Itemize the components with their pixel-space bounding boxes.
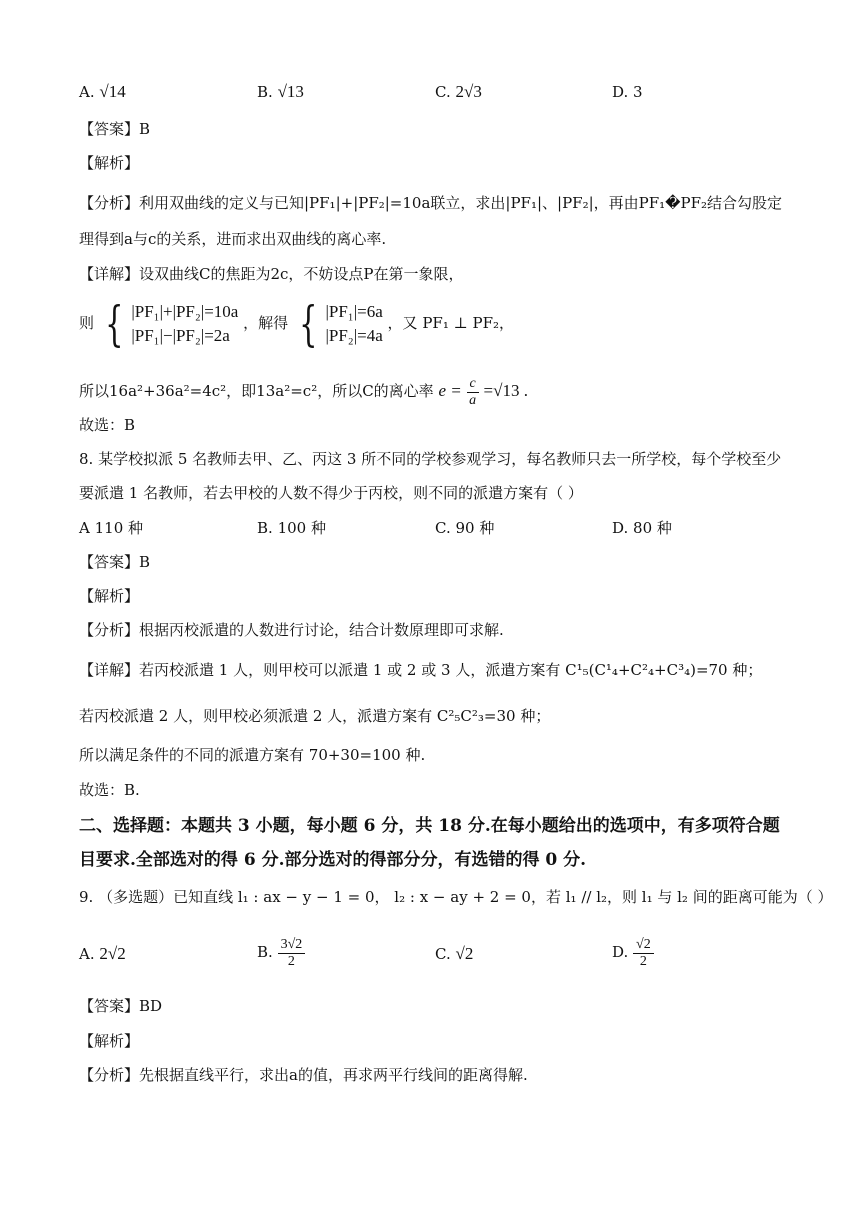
eq-text: 所以16a²+36a²=4c²，即13a²=c²，所以C的离心率 <box>79 382 434 400</box>
system-row-2: |PF₁|−|PF₂|=2a <box>131 326 230 345</box>
q8-analysis: 【分析】根据丙校派遣的人数进行讨论，结合计数原理即可求解. <box>79 621 504 639</box>
q9-stem: 9. （多选题）已知直线 l₁ : ax − y − 1 = 0， l₂ : x − ay + 2 = 0，若 l₁ // l₂，则 l₁ 与 l₂ 间的距离可能为（ ） <box>79 888 833 906</box>
q9-option-c: C. √2 <box>435 944 474 963</box>
ecc-den: a <box>469 392 477 408</box>
q9-option-d: D. $\frac{√2}{2}$ <box>612 932 654 972</box>
solution-row-1: |PF₁|=6a <box>325 302 383 321</box>
perp-text: ，又 PF₁ ⊥ PF₂， <box>387 314 514 332</box>
q8-stem-line-2: 要派遣 1 名教师，若去甲校的人数不得少于丙校，则不同的派遣方案有（ ） <box>79 484 583 502</box>
q7-analysis-p1: 【分析】利用双曲线的定义与已知|PF₁|+|PF₂|=10a联立，求出|PF₁|、|PF₂|，再由PF₁�PF₂结合勾股定 <box>79 194 783 212</box>
system-row-1: |PF₁|+|PF₂|=10a <box>131 302 239 321</box>
section-2-heading-line-2: 目要求.全部选对的得 6 分.部分选对的得部分分，有选错的得 0 分. <box>79 850 587 870</box>
q8-option-a: A 110 种 <box>79 519 144 537</box>
q8-answer: 【答案】B <box>79 553 151 571</box>
q7-option-b: B. √13 <box>257 82 304 101</box>
section-2-heading-line-1: 二、选择题：本题共 3 小题，每小题 6 分，共 18 分.在每小题给出的选项中，有多项符合题 <box>79 816 780 836</box>
q9-option-a: A. 2√2 <box>79 944 126 963</box>
solution-system <box>293 296 383 352</box>
q7-option-d: D. 3 <box>612 83 643 101</box>
solution-row-2: |PF₂|=4a <box>325 326 383 345</box>
brace-icon: { <box>299 296 318 352</box>
q8-detail-line-3: 所以满足条件的不同的派遣方案有 70+30=100 种. <box>79 746 426 764</box>
q9-option-d-fraction: $\frac{√2}{2}$ <box>633 937 654 970</box>
q7-system-line <box>79 296 514 350</box>
q9-option-b: B. $\frac{3√2}{2}$ <box>257 932 305 972</box>
q9-answer: 【答案】BD <box>79 997 163 1015</box>
ecc-rhs: =√13 . <box>483 381 528 400</box>
q7-answer: 【答案】B <box>79 120 151 138</box>
ecc-lhs: e = <box>438 381 462 400</box>
q8-option-b: B. 100 种 <box>257 519 326 537</box>
q7-detail-p1: 【详解】设双曲线C的焦距为2c，不妨设点P在第一象限， <box>79 265 464 283</box>
q7-option-c: C. 2√3 <box>435 82 482 101</box>
q9-analysis: 【分析】先根据直线平行，求出a的值，再求两平行线间的距离得解. <box>79 1066 528 1084</box>
ecc-fraction <box>467 376 479 409</box>
q8-analysis-heading: 【解析】 <box>79 587 140 605</box>
q8-option-d: D. 80 种 <box>612 519 672 537</box>
brace-icon: { <box>104 296 124 352</box>
q8-detail-line-1: 【详解】若丙校派遣 1 人，则甲校可以派遣 1 或 2 或 3 人，派遣方案有 C¹₅(C¹₄+C²₄+C³₄)=70 种； <box>79 661 763 679</box>
q9-option-b-fraction: $\frac{3√2}{2}$ <box>278 937 306 970</box>
system-prefix: 则 <box>79 314 95 332</box>
q8-detail-line-2: 若丙校派遣 2 人，则甲校必须派遣 2 人，派遣方案有 C²₅C²₃=30 种； <box>79 707 551 725</box>
q7-choice: 故选：B <box>79 416 136 434</box>
q7-eq-line <box>79 374 528 409</box>
q8-stem-line-1: 8. 某学校拟派 5 名教师去甲、乙、丙这 3 所不同的学校参观学习，每名教师只去一所学校，每个学校至少 <box>79 450 782 468</box>
ecc-num: c <box>467 376 479 393</box>
q8-choice: 故选：B. <box>79 781 140 799</box>
q8-option-c: C. 90 种 <box>435 519 495 537</box>
q7-option-a: A. √14 <box>79 82 126 101</box>
solve-text: ，解得 <box>243 314 289 332</box>
equation-system <box>99 296 239 352</box>
q7-analysis-p1b: 理得到a与c的关系，进而求出双曲线的离心率. <box>79 230 387 248</box>
q9-analysis-heading: 【解析】 <box>79 1032 140 1050</box>
q7-analysis-heading: 【解析】 <box>79 154 140 172</box>
